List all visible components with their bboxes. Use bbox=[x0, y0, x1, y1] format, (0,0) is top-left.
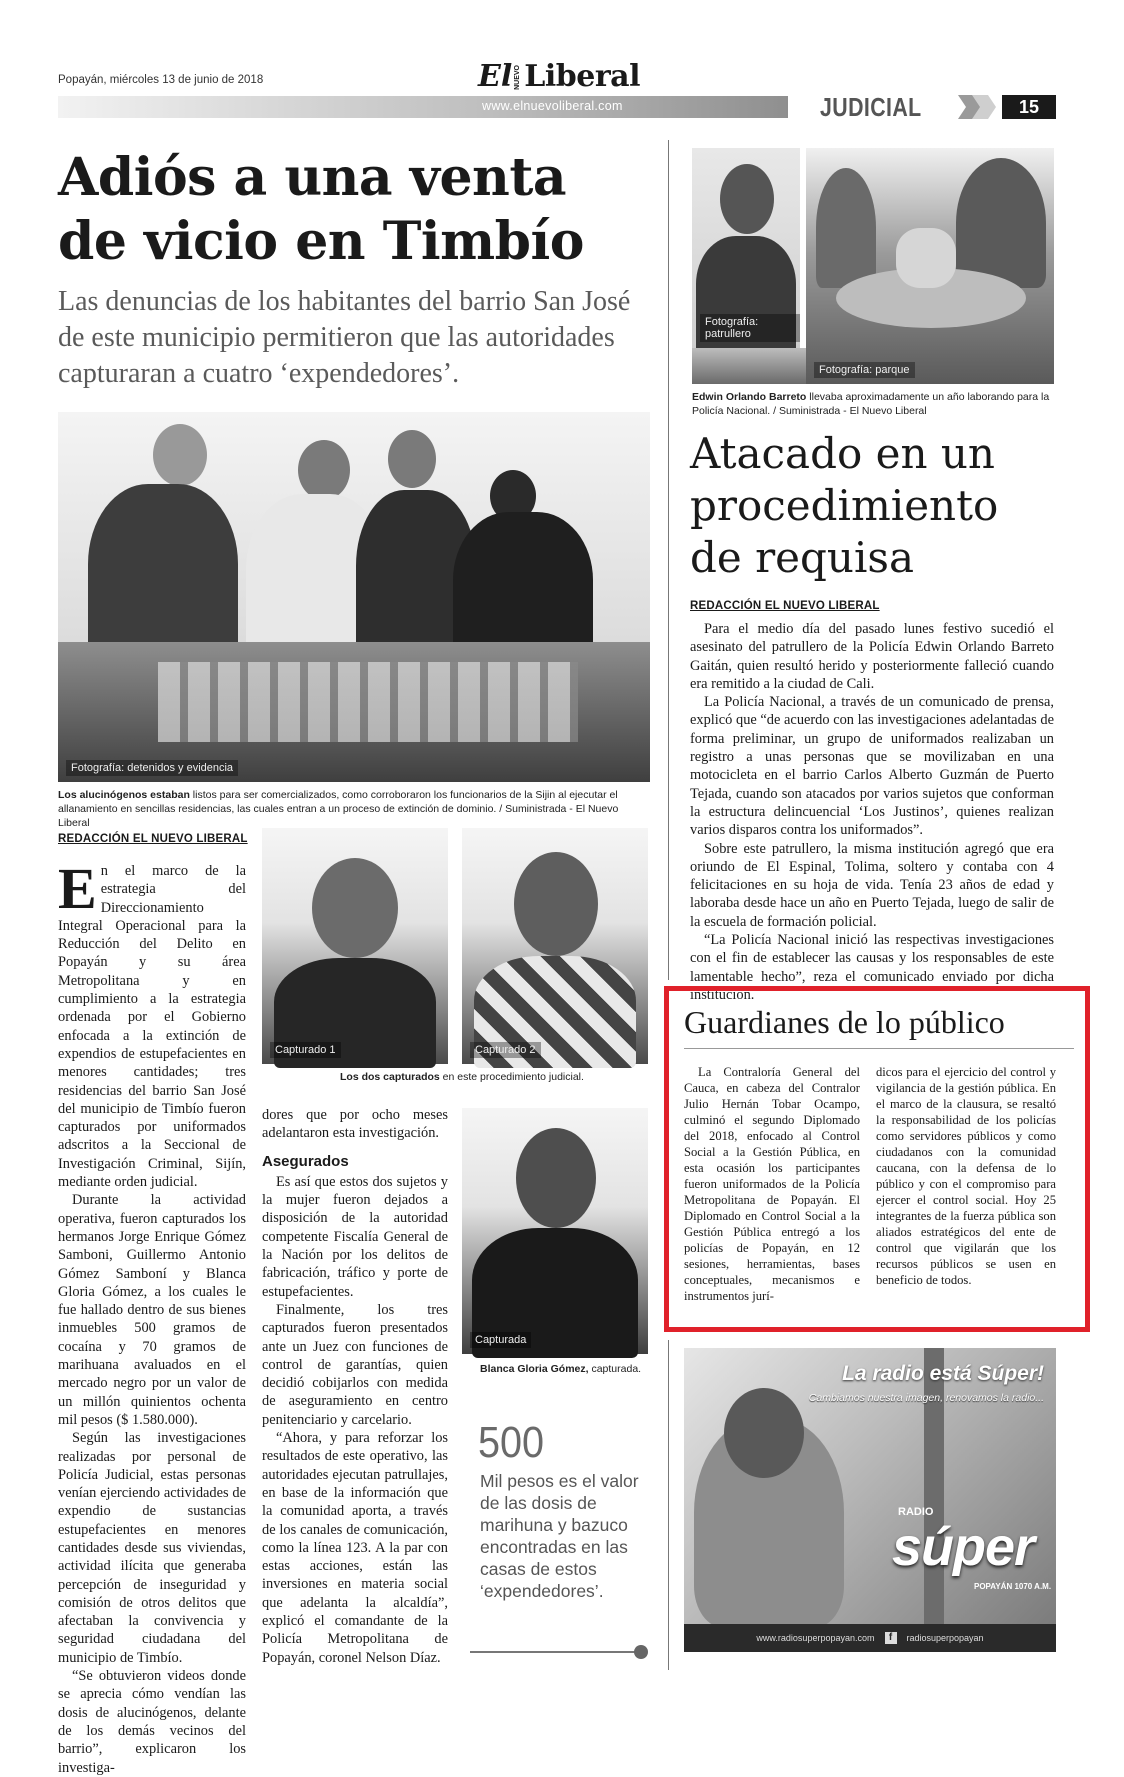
main-headline-line2: de vicio en Timbío bbox=[58, 211, 584, 272]
detainees-photo bbox=[58, 412, 650, 782]
box-headline-rule bbox=[684, 1048, 1074, 1049]
main-headline bbox=[58, 146, 658, 274]
mugshots-caption-bold: Los dos capturados bbox=[340, 1071, 440, 1083]
side-article-body bbox=[690, 620, 1054, 1004]
radio-ad[interactable] bbox=[684, 1348, 1056, 1652]
mugshots-caption bbox=[340, 1070, 640, 1084]
masthead-logo[interactable] bbox=[478, 56, 640, 92]
main-col1-p2: Durante la actividad operativa, fueron capturados los hermanos Jorge Enrique Gómez Samboni, Guillermo Antonio Gómez Samboní y Blanca Gloria Gómez, a los cuales le fue hallado dentro de sus bienes inmuebles 500 gramos de cocaína y 70 gramos de marihuana avaluados en el mercado negro por un valor de un millón quinientos ochenta mil pesos ($ 1.580.000). bbox=[58, 1192, 246, 1428]
main-col2-p4: “Ahora, y para reforzar los resultados de este operativo, las autoridades ejecutan patrullajes, en base de la información que la comunidad aporta, a través de los canales de comunicación, como la línea 123. A la par con estas acciones, están las inversiones en materia social que adelanta la alcaldía”, explicó el comandante de la Policía Metropolitana de Popayán, coronel Nelson Díaz. bbox=[262, 1430, 448, 1666]
detainees-caption-text: listos para ser comercializados, como corroboraron los funcionarios de la Sijin al ejecutar el allanamiento en sencillas residencias, las cuales entran a un proceso de extinción de dominio. / Suministrada - El Nuevo Liberal bbox=[58, 789, 619, 829]
side-headline-line2: procedimiento bbox=[690, 481, 999, 530]
header-bar bbox=[58, 96, 788, 118]
logo-nuevo: NUEVO bbox=[514, 65, 522, 90]
stat-text: Mil pesos es el valor de las dosis de marihuna y bazuco encontradas en las casas de estos ‘expendedores’. bbox=[480, 1471, 639, 1601]
section-label: JUDICIAL bbox=[820, 92, 922, 122]
ad-frequency: POPAYÁN 1070 A.M. bbox=[974, 1582, 1052, 1591]
main-byline: REDACCIÓN EL NUEVO LIBERAL bbox=[58, 833, 248, 845]
side-p2: La Policía Nacional, a través de un comunicado de prensa, explicó que “de acuerdo con las investigaciones adelantadas de forma preliminar, un grupo de uniformados realizaban un registro a unas personas que se movilizaban en una motocicleta en el barrio Carlos Alberto Guzmán de Puerto Tejada, cuando son atacados por varios sujetos que conforman la estructura delincuencial ‘Los Justinos’, quienes realizan varios disparos contra los uniformados”. bbox=[690, 694, 1054, 839]
column-divider bbox=[668, 140, 669, 980]
main-headline-line1: Adiós a una venta bbox=[58, 147, 567, 208]
dropcap: E bbox=[58, 856, 97, 921]
main-col1-p3: Según las investigaciones realizadas por personal de Policía Judicial, estas personas venían ejerciendo actividades de expendio de sustancias estupefacientes en menores cantidades desde sus viviendas, actividad ilícita que generaba percepción de inseguridad y comisión de otros delitos que afectaban la convivencia y seguridad ciudadana del municipio de Timbío. bbox=[58, 1430, 246, 1666]
section-chevron-icon bbox=[958, 95, 1000, 119]
side-byline: REDACCIÓN EL NUEVO LIBERAL bbox=[690, 600, 880, 612]
side-headline-line3: de requisa bbox=[690, 533, 914, 582]
main-column-1 bbox=[58, 856, 246, 1777]
ad-facebook[interactable]: radiosuperpopayan bbox=[906, 1633, 984, 1643]
detainees-caption-bold: Los alucinógenos estaban bbox=[58, 789, 190, 801]
dateline: Popayán, miércoles 13 de junio de 2018 bbox=[58, 74, 264, 86]
stat-number: 500 bbox=[478, 1418, 545, 1467]
ad-brand-top: RADIO bbox=[898, 1506, 934, 1518]
stat-dot-icon bbox=[634, 1645, 648, 1659]
column-divider-bottom bbox=[668, 1340, 669, 1670]
page-number: 15 bbox=[1002, 95, 1056, 119]
side-p4: “La Policía Nacional inició las respectivas investigaciones con el fin de establecer las causas y los responsables de este lamentable hecho”, reza el comunicado enviado por dicha institución. bbox=[690, 932, 1054, 1003]
main-col2-p1: dores que por ocho meses adelantaron esta investigación. bbox=[262, 1107, 448, 1142]
box-column-2: dicos para el ejercicio del control y vigilancia de la gestión pública. En el marco de la clausura, se resaltó la responsabilidad de los policías como servidores públicos y como ciudadanos con la comunidad caucana, con la defensa de lo público y con el compromiso para ejercer el control social. Hoy 25 integrantes de la fuerza pública son aliados estratégicos del ente de control que vigilarán que los recursos públicos se usen en beneficio de todos. bbox=[876, 1065, 1056, 1287]
main-col2-p2: Es así que estos dos sujetos y la mujer fueron dejados a disposición de la autoridad competente Fiscalía General de la Nación por los delitos de fabricación, tráfico y porte de estupefacientes. bbox=[262, 1173, 448, 1300]
website-link[interactable]: www.elnuevoliberal.com bbox=[482, 99, 623, 113]
officer-photo-label: Fotografía: patrullero bbox=[700, 314, 800, 342]
mugshot-photo-2 bbox=[462, 828, 648, 1064]
box-column-1: La Contraloría General del Cauca, en cabeza del Contralor Julio Hernán Tobar Ocampo, culminó el segundo Diplomado del 2018, enfocado al Control Social a la Gestión Pública, en esta ocasión los participantes fueron uniformados de la Policía Metropolitana de Popayán. El Diplomado en Control Social a la Gestión Pública entregó a los policías de Popayán, en 12 sesiones, herramientas, bases conceptuales, mecanismos e instrumentos jurí- bbox=[684, 1065, 860, 1303]
woman-caption bbox=[480, 1362, 650, 1376]
detainees-photo-label: Fotografía: detenidos y evidencia bbox=[66, 760, 238, 776]
mugshot-2-label: Capturado 2 bbox=[470, 1042, 541, 1058]
main-col2-p3: Finalmente, los tres capturados fueron presentados ante un Juez con funciones de control de garantías, quien decidió cobijarlos con medida de aseguramiento en centro penitenciario y carcelario. bbox=[262, 1301, 448, 1428]
side-p3: Sobre este patrullero, la misma institución agregó que era oriundo de El Espinal, Tolima, soltero y contaba con 4 felicitaciones en su hoja de vida. Tenía 23 años de edad y laboraba desde hace un año en Puerto Tejada, luego de salir de la escuela de formación policial. bbox=[690, 840, 1054, 930]
ad-brand: súper bbox=[892, 1517, 1035, 1577]
mugshot-photo-1 bbox=[262, 828, 448, 1064]
woman-caption-text: capturada. bbox=[588, 1363, 642, 1375]
side-headline bbox=[690, 428, 1060, 584]
subhead-asegurados: Asegurados bbox=[262, 1152, 349, 1170]
woman-caption-bold: Blanca Gloria Gómez, bbox=[480, 1363, 589, 1375]
plaza-photo-extension bbox=[692, 348, 806, 384]
logo-liberal: Liberal bbox=[524, 59, 640, 94]
ad-slogan: La radio está Súper! bbox=[842, 1362, 1044, 1385]
plaza-photo-label: Fotografía: parque bbox=[814, 362, 915, 378]
facebook-icon: f bbox=[885, 1632, 897, 1644]
woman-photo-label: Capturada bbox=[470, 1332, 531, 1348]
main-column-2 bbox=[262, 1106, 448, 1667]
mugshot-1-label: Capturado 1 bbox=[270, 1042, 341, 1058]
mugshots-caption-text: en este procedimiento judicial. bbox=[439, 1071, 584, 1083]
stat-rule bbox=[470, 1651, 640, 1653]
side-headline-line1: Atacado en un bbox=[690, 429, 995, 478]
officer-photo bbox=[692, 148, 800, 348]
officer-caption-text: llevaba aproximadamente un año laborando para la Policía Nacional. / Suministrada - El Nuevo Liberal bbox=[692, 391, 1050, 417]
detainees-photo-caption bbox=[58, 788, 650, 830]
side-p1: Para el medio día del pasado lunes festivo sucedió el asesinato del patrullero de la Policía Edwin Orlando Barreto Gaitán, quien resultó herido y posteriormente falleció cuando era remitido a la ciudad de Cali. bbox=[690, 621, 1054, 692]
officer-photo-caption bbox=[692, 390, 1054, 418]
plaza-photo bbox=[806, 148, 1054, 384]
box-headline: Guardianes de lo público bbox=[684, 1004, 1005, 1040]
main-col1-p1: n el marco de la estrategia del Direccionamiento Integral Operacional para la Reducción del Delito en Popayán y su área Metropolitana y en cumplimiento a la estrategia ordenada por el Gobierno enfocada a la extinción de expendios de estupefacientes en menores cantidades; tres residencias del barrio San José del municipio de Timbío fueron capturados por uniformados adscritos a la Seccional de Investigación Criminal, Sijín, mediante orden judicial. bbox=[58, 863, 246, 1191]
woman-photo bbox=[462, 1108, 648, 1354]
ad-tagline: Cambiamos nuestra imagen, renovamos la radio... bbox=[808, 1392, 1044, 1404]
main-deck: Las denuncias de los habitantes del barrio San José de este municipio permitieron que las autoridades capturaran a cuatro ‘expendedores’. bbox=[58, 286, 631, 389]
logo-el: El bbox=[478, 59, 513, 94]
ad-web[interactable]: www.radiosuperpopayan.com bbox=[756, 1633, 875, 1643]
main-col1-p4: “Se obtuvieron videos donde se aprecia cómo vendían las dosis de alucinógenos, delante de los demás vecinos del barrio”, explicaron los investiga- bbox=[58, 1668, 246, 1776]
officer-caption-bold: Edwin Orlando Barreto bbox=[692, 391, 807, 403]
